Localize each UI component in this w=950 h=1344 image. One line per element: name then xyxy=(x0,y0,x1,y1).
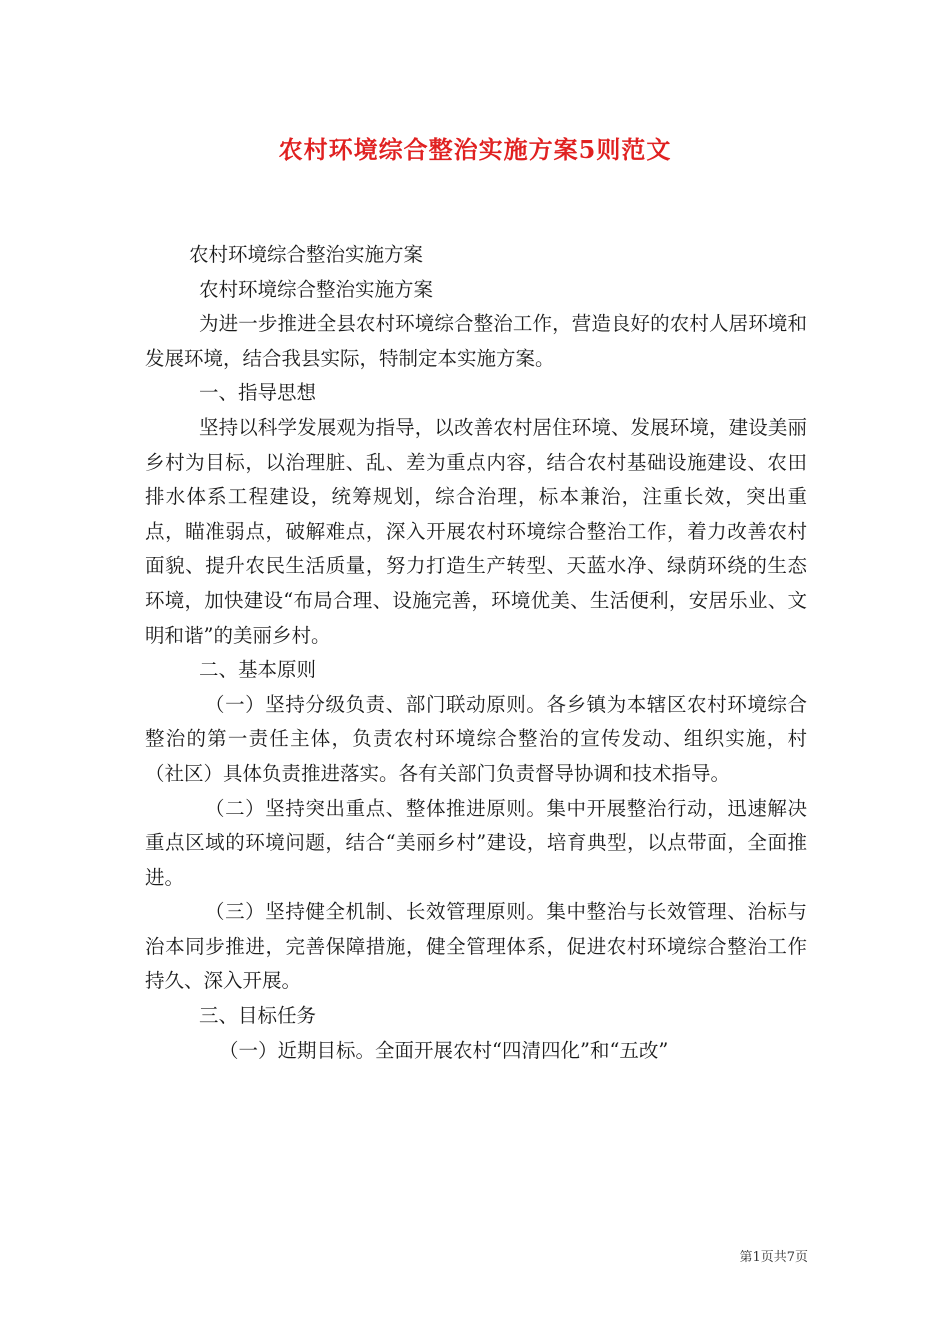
document-title: 农村环境综合整治实施方案5则范文 xyxy=(278,135,672,164)
heading-guiding-thought: 一、指导思想 xyxy=(199,381,317,405)
paragraph-intro: 为进一步推进全县农村环境综合整治工作，营造良好的农村人居环境和发展环境，结合我县实际，特制定本实施方案。 xyxy=(145,312,807,370)
page-indicator: 第1页共7页 xyxy=(739,1250,808,1265)
paragraph-subtitle-2: 农村环境综合整治实施方案 xyxy=(199,277,434,301)
paragraph-principle-3: （三）坚持健全机制、长效管理原则。集中整治与长效管理、治标与治本同步推进，完善保障措施，健全管理体系，促进农村环境综合整治工作持久、深入开展。 xyxy=(145,900,807,993)
paragraph-near-term-goal: （一）近期目标。全面开展农村“四清四化”和“五改” xyxy=(219,1038,669,1062)
heading-basic-principles: 二、基本原则 xyxy=(199,658,317,682)
heading-target-tasks: 三、目标任务 xyxy=(199,1004,317,1028)
document-body xyxy=(145,238,807,1068)
paragraph-principle-2: （二）坚持突出重点、整体推进原则。集中开展整治行动，迅速解决重点区域的环境问题，结合“美丽乡村”建设，培育典型，以点带面，全面推进。 xyxy=(145,796,807,889)
paragraph-guiding-thought: 坚持以科学发展观为指导，以改善农村居住环境、发展环境，建设美丽乡村为目标，以治理脏、乱、差为重点内容，结合农村基础设施建设、农田排水体系工程建设，统筹规划，综合治理，标本兼治，注重长效，突出重点，瞄准弱点，破解难点，深入开展农村环境综合整治工作，着力改善农村面貌、提升农民生活质量，努力打造生产转型、天蓝水净、绿荫环绕的生态环境，加快建设“布局合理、设施完善，环境优美、生活便利，安居乐业、文明和谐”的美丽乡村。 xyxy=(145,415,807,647)
paragraph-principle-1: （一）坚持分级负责、部门联动原则。各乡镇为本辖区农村环境综合整治的第一责任主体，负责农村环境综合整治的宣传发动、组织实施，村（社区）具体负责推进落实。各有关部门负责督导协调和技术指导。 xyxy=(145,692,807,785)
paragraph-subtitle-1: 农村环境综合整治实施方案 xyxy=(189,243,424,266)
